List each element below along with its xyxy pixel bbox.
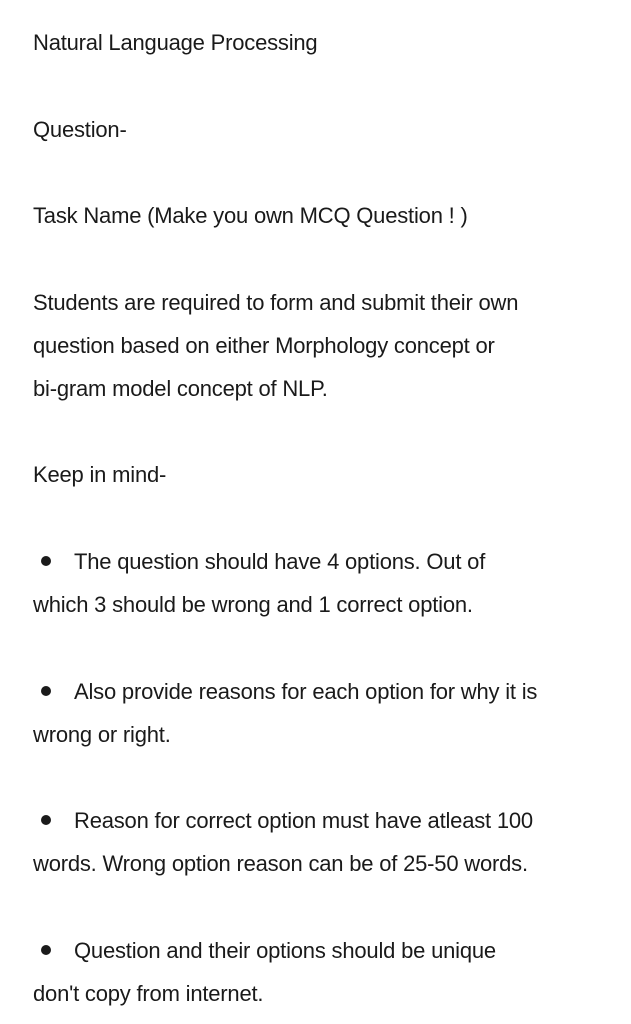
keep-in-mind-label: Keep in mind-: [33, 462, 167, 487]
bullet-3-line-1: Reason for correct option must have atleast 100: [74, 808, 533, 833]
document-title: Natural Language Processing: [33, 30, 318, 55]
bullet-3-line-2: words. Wrong option reason can be of 25-50 words.: [33, 851, 528, 876]
task-name: Task Name (Make you own MCQ Question ! ): [33, 203, 468, 228]
bullet-1-line-2: which 3 should be wrong and 1 correct option.: [33, 592, 473, 617]
bullet-dot-icon: [41, 815, 51, 825]
bullet-dot-icon: [41, 556, 51, 566]
bullet-dot-icon: [41, 686, 51, 696]
bullet-4-line-2: don't copy from internet.: [33, 981, 264, 1006]
bullet-4-line-1: Question and their options should be unique: [74, 938, 496, 963]
description-line-2: question based on either Morphology concept or: [33, 333, 495, 358]
bullet-1-line-1: The question should have 4 options. Out of: [74, 549, 486, 574]
bullet-dot-icon: [41, 945, 51, 955]
description-line-1: Students are required to form and submit their own: [33, 290, 519, 315]
description-line-3: bi-gram model concept of NLP.: [33, 376, 328, 401]
question-label: Question-: [33, 117, 127, 142]
bullet-2-line-2: wrong or right.: [33, 722, 171, 747]
bullet-2-line-1: Also provide reasons for each option for why it is: [74, 679, 538, 704]
